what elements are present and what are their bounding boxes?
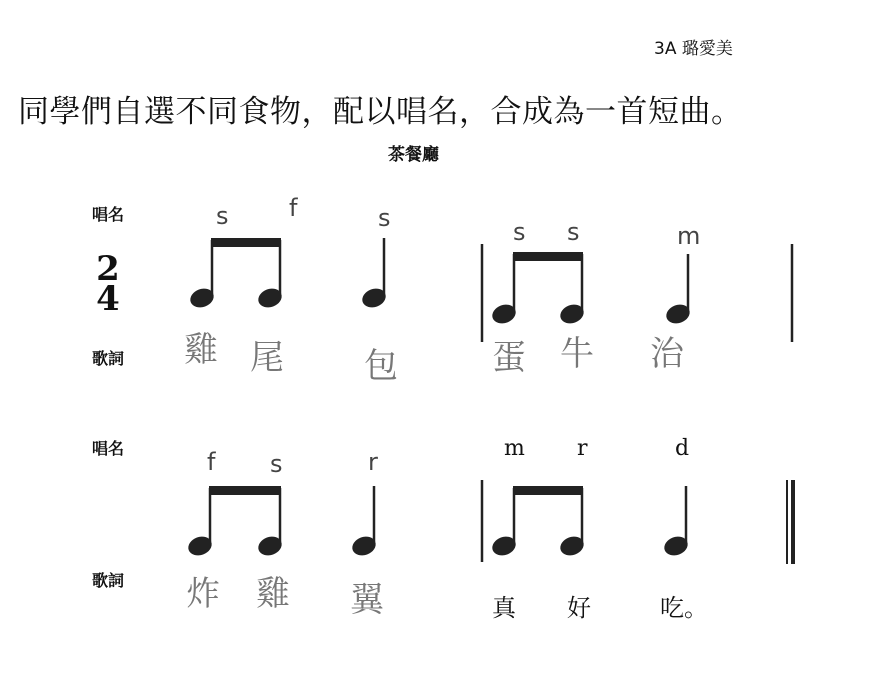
lyric-word: 包 — [364, 346, 398, 386]
eighth-note-pair — [490, 486, 587, 559]
song-title: 茶餐廳 — [388, 145, 439, 165]
time-signature-bottom: 4 — [96, 279, 120, 319]
lyric-word: 蛋 — [492, 338, 526, 378]
lyric-word: 炸 — [186, 574, 220, 614]
lyric-word: 治 — [650, 334, 684, 374]
eighth-note-pair — [186, 486, 285, 559]
solfa-note: s — [216, 202, 229, 230]
solfa-note: r — [577, 436, 588, 461]
quarter-note — [350, 486, 379, 559]
lyric-word: 好 — [567, 594, 591, 622]
time-signature-top: 2 — [96, 249, 120, 289]
instruction-text: 同學們自選不同食物，配以唱名，合成為一首短曲。 — [18, 94, 743, 130]
quarter-note — [360, 238, 389, 311]
solfa-note: s — [270, 450, 283, 478]
quarter-note — [664, 254, 693, 327]
eighth-note-pair — [490, 252, 587, 327]
lyric-word: 翼 — [350, 580, 384, 620]
solfa-note: m — [677, 222, 701, 250]
lyrics-label-line1: 歌詞 — [92, 349, 125, 368]
final-double-bar-line — [787, 480, 793, 564]
solfa-note: s — [378, 204, 391, 232]
solfa-note: d — [675, 436, 690, 461]
lyric-word: 真 — [492, 594, 516, 622]
solfa-note: s — [513, 218, 526, 246]
lyric-word: 吃。 — [660, 594, 708, 622]
eighth-note-pair — [188, 238, 285, 311]
lyric-word: 牛 — [560, 334, 594, 374]
solfa-note: s — [567, 218, 580, 246]
quarter-note — [662, 486, 691, 559]
lyric-word: 雞 — [184, 330, 218, 370]
solfa-label-line1: 唱名 — [92, 205, 125, 224]
lyrics-label-line2: 歌詞 — [92, 571, 125, 590]
lyric-word: 尾 — [250, 338, 284, 378]
lyric-word: 雞 — [256, 574, 290, 614]
solfa-note: f — [207, 448, 216, 476]
student-name: 3A 璐愛美 — [654, 39, 733, 59]
solfa-note: f — [289, 194, 298, 222]
solfa-label-line2: 唱名 — [92, 439, 125, 458]
solfa-note: m — [504, 436, 525, 461]
solfa-note: r — [368, 448, 378, 476]
